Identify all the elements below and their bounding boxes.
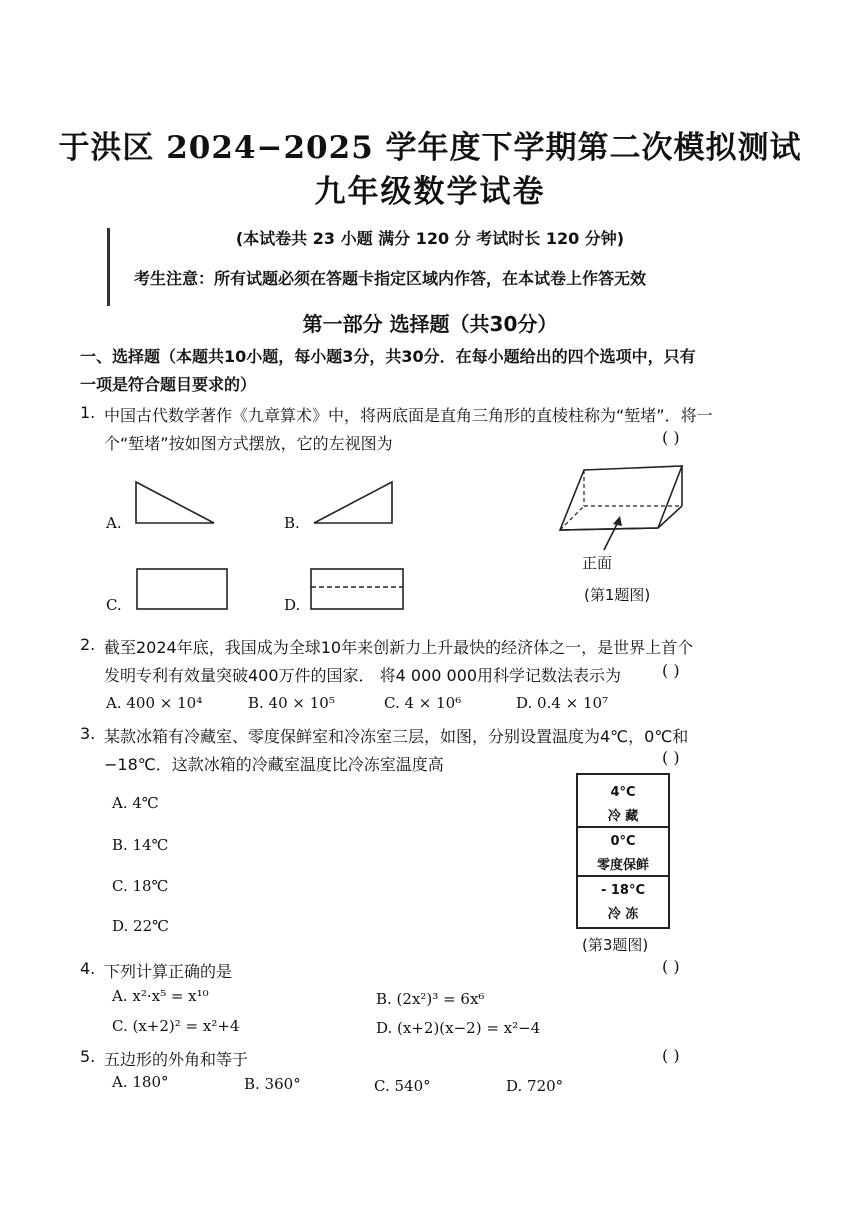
q1-option-b-label: B.: [284, 514, 300, 532]
q1-front-label: 正面: [582, 554, 613, 572]
q2-number: 2.: [80, 635, 96, 654]
q5-option-c: C. 540°: [374, 1077, 431, 1095]
q5-text: 五边形的外角和等于: [104, 1050, 249, 1069]
part1-title: 第一部分 选择题（共30分）: [302, 312, 558, 336]
q1-option-c-figure: [133, 565, 233, 613]
q3-text-line1: 某款冰箱有冷藏室、零度保鲜室和冷冻室三层，如图，分别设置温度为4℃，0℃和: [104, 727, 689, 746]
q1-option-d-label: D.: [284, 596, 301, 614]
q2-option-d: D. 0.4 × 10⁷: [516, 694, 609, 712]
q1-option-d-figure: [307, 565, 407, 613]
q1-answer-paren: ( ): [662, 428, 680, 447]
q3-text-line2: −18℃．这款冰箱的冷藏室温度比冷冻室温度高: [104, 755, 444, 774]
fridge-top-name: 冷 藏: [607, 809, 639, 824]
section-instructions-line1: 一、选择题（本题共10小题，每小题3分，共30分．在每小题给出的四个选项中，只有: [80, 347, 696, 366]
q4-option-b: B. (2x²)³ = 6x⁶: [376, 990, 485, 1008]
q5-option-a: A. 180°: [112, 1073, 169, 1091]
fridge-top-temp: 4°C: [610, 785, 636, 800]
q1-option-b-figure: [308, 478, 398, 528]
q4-answer-paren: ( ): [662, 957, 680, 976]
fridge-bot-name: 冷 冻: [607, 907, 639, 922]
q3-option-b: B. 14℃: [112, 836, 169, 854]
q5-option-b: B. 360°: [244, 1075, 301, 1093]
q3-option-a: A. 4℃: [112, 794, 159, 812]
q1-option-a-label: A.: [106, 514, 122, 532]
exam-info: (本试卷共 23 小题 满分 120 分 考试时长 120 分钟): [235, 229, 625, 248]
q3-answer-paren: ( ): [662, 748, 680, 767]
q3-figure-caption: (第3题图): [582, 936, 649, 954]
exam-title: 于洪区 2024−2025 学年度下学期第二次模拟测试: [58, 130, 802, 166]
fridge-divider-2: [578, 875, 668, 877]
q4-number: 4.: [80, 959, 96, 978]
fridge-bot-temp: - 18°C: [600, 883, 646, 898]
margin-bar: [107, 228, 110, 306]
q2-option-a: A. 400 × 10⁴: [106, 694, 203, 712]
q4-text: 下列计算正确的是: [104, 962, 233, 981]
q2-answer-paren: ( ): [662, 661, 680, 680]
section-instructions-line2: 一项是符合题目要求的）: [80, 375, 257, 394]
q1-text-line1: 中国古代数学著作《九章算术》中，将两底面是直角三角形的直棱柱称为“堑堵”．将一: [104, 406, 713, 425]
q3-option-c: C. 18℃: [112, 877, 169, 895]
fridge-divider-1: [578, 826, 668, 828]
q3-option-d: D. 22℃: [112, 917, 169, 935]
q1-prism-figure: [552, 460, 692, 560]
q5-answer-paren: ( ): [662, 1046, 680, 1065]
q2-option-c: C. 4 × 10⁶: [384, 694, 462, 712]
exam-notice: 考生注意：所有试题必须在答题卡指定区域内作答，在本试卷上作答无效: [134, 269, 647, 288]
q2-text-line1: 截至2024年底，我国成为全球10年来创新力上升最快的经济体之一，是世界上首个: [104, 638, 694, 657]
q1-option-a-figure: [130, 478, 220, 528]
q1-number: 1.: [80, 403, 96, 422]
q5-option-d: D. 720°: [506, 1077, 564, 1095]
q1-text-line2: 个“堑堵”按如图方式摆放，它的左视图为: [104, 434, 393, 453]
q2-option-b: B. 40 × 10⁵: [248, 694, 335, 712]
q4-option-d: D. (x+2)(x−2) = x²−4: [376, 1019, 541, 1037]
q2-text-line2: 发明专利有效量突破400万件的国家． 将4 000 000用科学记数法表示为: [104, 666, 622, 685]
q3-number: 3.: [80, 724, 96, 743]
fridge-mid-temp: 0°C: [610, 834, 636, 849]
fridge-mid-name: 零度保鲜: [596, 858, 649, 873]
q5-number: 5.: [80, 1047, 96, 1066]
q4-option-a: A. x²·x⁵ = x¹⁰: [112, 987, 209, 1005]
q1-option-c-label: C.: [106, 596, 122, 614]
q1-figure-caption: (第1题图): [584, 586, 651, 604]
q4-option-c: C. (x+2)² = x²+4: [112, 1017, 240, 1035]
q3-fridge-figure: [576, 773, 670, 929]
exam-subtitle: 九年级数学试卷: [314, 174, 546, 210]
